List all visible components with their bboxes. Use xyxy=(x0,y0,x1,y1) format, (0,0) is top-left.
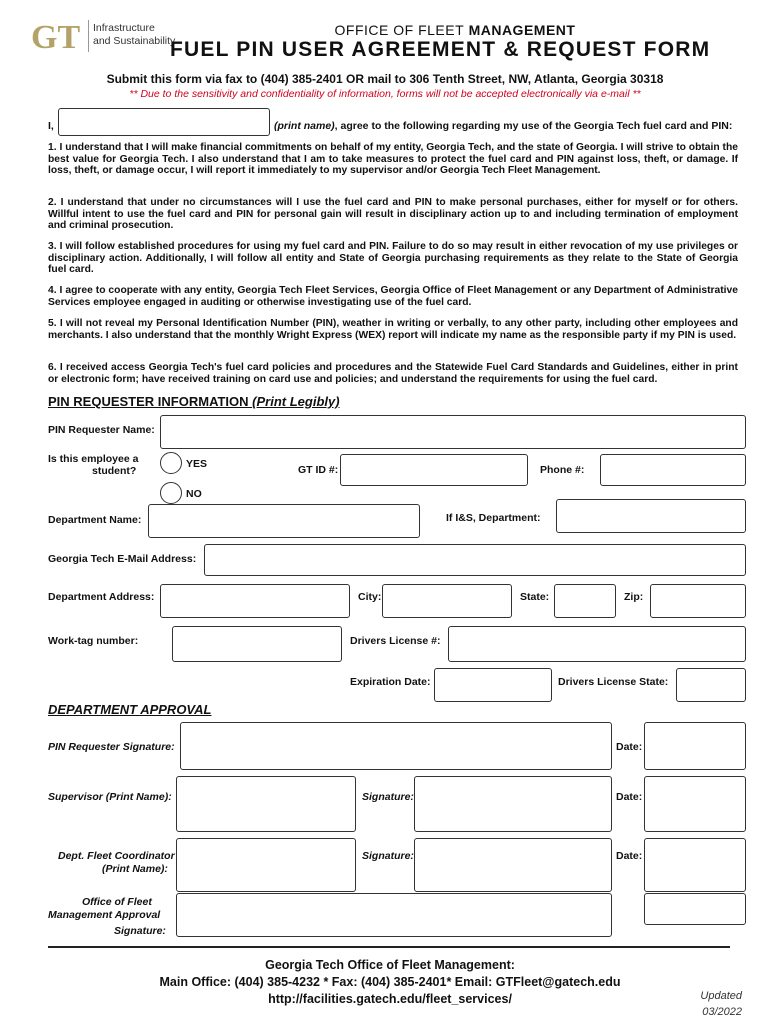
agreement-item-2: 2. I understand that under no circumstances will I use the fuel card and PIN to make personal purchases, either for myself or for others. Willful intent to use the fuel card and PIN for personal gain will result in disciplinary action up to and including termination of employment and criminal prosecution. xyxy=(48,197,738,232)
coordinator-signature-input[interactable] xyxy=(414,838,612,892)
license-state-label: Drivers License State: xyxy=(558,676,669,688)
requester-signature-input[interactable] xyxy=(180,722,612,770)
office-approval-label-2: Management Approval xyxy=(48,909,161,921)
student-label-1: Is this employee a xyxy=(48,453,139,465)
zip-label: Zip: xyxy=(624,591,644,603)
agreement-item-3: 3. I will follow established procedures for using my fuel card and PIN. Failure to do so may result in either revocation of my use privileges or disciplinary action. Additionally, I will follow all entity and State of Georgia purchasing requirements as they relate to the State of Georgia fuel card. xyxy=(48,241,738,276)
office-approval-label-1: Office of Fleet xyxy=(82,896,152,908)
email-input[interactable] xyxy=(204,544,746,576)
office-prefix: OFFICE OF FLEET xyxy=(334,22,465,38)
updated-label: Updated xyxy=(700,990,742,1002)
worktag-input[interactable] xyxy=(172,626,342,662)
dept-address-label: Department Address: xyxy=(48,591,155,603)
phone-input[interactable] xyxy=(600,454,746,486)
requester-heading xyxy=(48,394,340,409)
electronic-warning: ** Due to the sensitivity and confidentiality of information, forms will not be accepted electronically via e-mail ** xyxy=(129,88,641,100)
requester-date-input[interactable] xyxy=(644,722,746,770)
license-input[interactable] xyxy=(448,626,746,662)
supervisor-name-input[interactable] xyxy=(176,776,356,832)
i-label: I, xyxy=(48,120,54,132)
footer-line-1: Georgia Tech Office of Fleet Management: xyxy=(265,958,515,972)
gtid-input[interactable] xyxy=(340,454,528,486)
license-label: Drivers License #: xyxy=(350,635,441,647)
office-approval-label-3: Signature: xyxy=(114,925,166,937)
office-heading xyxy=(0,22,770,38)
agreement-intro xyxy=(274,120,732,132)
logo-line-1: Infrastructure xyxy=(93,22,155,34)
agreement-item-1: 1. I understand that I will make financial commitments on behalf of my entity, Georgia Tech, and the state of Georgia. I will strive to obtain the best value for Georgia Tech. I also understand that I am to take measures to protect the fuel card and PIN against loss, theft, or damage. If loss, theft, or damage occur, I will report it immediately to my supervisor and/or Georgia Tech Fleet Management. xyxy=(48,142,738,177)
expiration-label: Expiration Date: xyxy=(350,676,431,688)
agreement-item-6: 6. I received access Georgia Tech's fuel card policies and procedures and the Statewide Fuel Card Standards and Guidelines, either in print or electronic form; have received training on card use and policies; and understand the requirements for using the fuel card. xyxy=(48,362,738,385)
agreement-item-5: 5. I will not reveal my Personal Identification Number (PIN), weather in writing or verbally, to any other party, including other employees and merchants. I also understand that the monthly Wright Express (WEX) report will indicate my name as the responsible party if my PIN is used. xyxy=(48,318,738,341)
agreement-item-4: 4. I agree to cooperate with any entity, Georgia Tech Fleet Services, Georgia Office of Fleet Management or any Department of Administrative Services employee engaged in auditing or otherwise investigating use of the fuel card. xyxy=(48,285,738,308)
intro-rest: , agree to the following regarding my use of the Georgia Tech fuel card and PIN: xyxy=(334,120,733,132)
student-label-2: student? xyxy=(92,465,137,477)
coordinator-label-1: Dept. Fleet Coordinator xyxy=(58,850,175,862)
office-approval-signature-input[interactable] xyxy=(176,893,612,937)
student-yes-label: YES xyxy=(186,458,208,470)
supervisor-signature-label: Signature: xyxy=(362,791,414,803)
supervisor-signature-input[interactable] xyxy=(414,776,612,832)
state-label: State: xyxy=(520,591,550,603)
approval-heading: DEPARTMENT APPROVAL xyxy=(48,702,212,717)
student-yes-radio[interactable] xyxy=(160,452,182,474)
email-label: Georgia Tech E-Mail Address: xyxy=(48,553,197,565)
footer-divider xyxy=(48,946,730,948)
coordinator-label-2: (Print Name): xyxy=(102,863,168,875)
requester-signature-label: PIN Requester Signature: xyxy=(48,741,175,753)
logo-line-2: and Sustainability xyxy=(93,35,176,47)
updated-date: 03/2022 xyxy=(702,1006,742,1018)
ins-dept-input[interactable] xyxy=(556,499,746,533)
requester-name-label: PIN Requester Name: xyxy=(48,424,155,436)
coordinator-signature-label: Signature: xyxy=(362,850,414,862)
footer-line-3: http://facilities.gatech.edu/fleet_services/ xyxy=(268,992,512,1006)
license-state-input[interactable] xyxy=(676,668,746,702)
requester-heading-note: (Print Legibly) xyxy=(252,394,340,409)
print-name-note: (print name) xyxy=(274,120,335,132)
supervisor-date-label: Date: xyxy=(616,791,643,803)
submit-instructions: Submit this form via fax to (404) 385-2401 OR mail to 306 Tenth Street, NW, Atlanta, Georgia 30318 xyxy=(106,72,664,86)
dept-name-label: Department Name: xyxy=(48,514,142,526)
dept-address-input[interactable] xyxy=(160,584,350,618)
student-no-radio[interactable] xyxy=(160,482,182,504)
student-no-label: NO xyxy=(186,488,202,500)
gtid-label: GT ID #: xyxy=(298,464,339,476)
phone-label: Phone #: xyxy=(540,464,585,476)
requester-name-input[interactable] xyxy=(160,415,746,449)
worktag-label: Work-tag number: xyxy=(48,635,139,647)
expiration-input[interactable] xyxy=(434,668,552,702)
form-title: FUEL PIN USER AGREEMENT & REQUEST FORM xyxy=(170,38,711,61)
supervisor-label: Supervisor (Print Name): xyxy=(48,791,172,803)
ins-dept-label: If I&S, Department: xyxy=(446,512,541,524)
dept-name-input[interactable] xyxy=(148,504,420,538)
coordinator-date-label: Date: xyxy=(616,850,643,862)
zip-input[interactable] xyxy=(650,584,746,618)
requester-date-label: Date: xyxy=(616,741,643,753)
requester-heading-text: PIN REQUESTER INFORMATION xyxy=(48,394,249,409)
office-approval-date-input[interactable] xyxy=(644,893,746,925)
state-input[interactable] xyxy=(554,584,616,618)
city-label: City: xyxy=(358,591,382,603)
footer-line-2: Main Office: (404) 385-4232 * Fax: (404) 385-2401* Email: GTFleet@gatech.edu xyxy=(159,975,621,989)
svg-text:GT: GT xyxy=(31,19,81,52)
print-name-input[interactable] xyxy=(58,108,270,136)
coordinator-date-input[interactable] xyxy=(644,838,746,892)
city-input[interactable] xyxy=(382,584,512,618)
office-suffix: MANAGEMENT xyxy=(468,22,576,38)
supervisor-date-input[interactable] xyxy=(644,776,746,832)
coordinator-name-input[interactable] xyxy=(176,838,356,892)
